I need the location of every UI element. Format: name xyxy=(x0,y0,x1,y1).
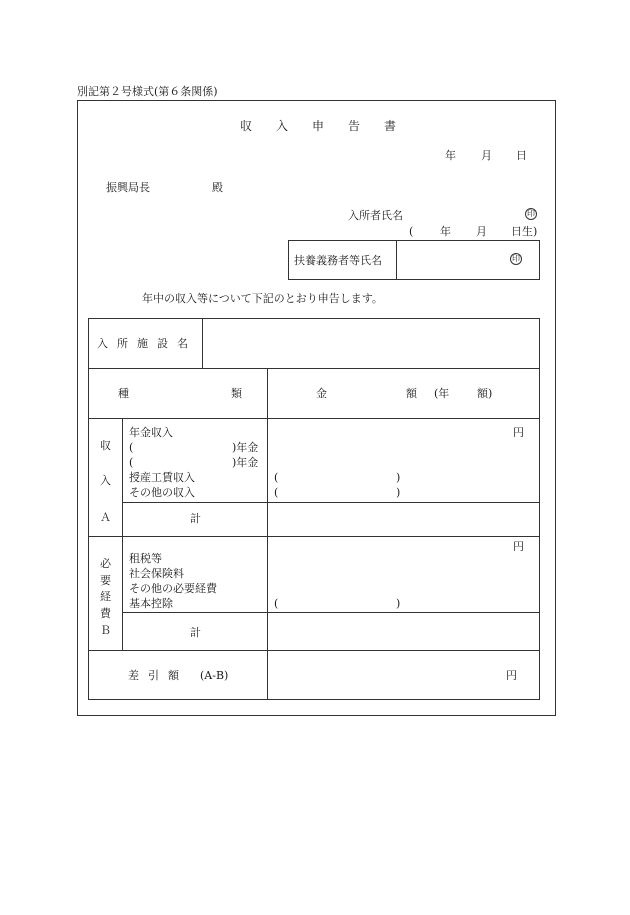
income-subtotal-label: 計 xyxy=(190,512,201,525)
supporter-seal-icon: 印 xyxy=(512,254,520,263)
form-title: 収入申告書 xyxy=(240,119,421,133)
date-day: 日 xyxy=(516,149,527,162)
income-group-1: 収 xyxy=(100,439,111,452)
income-group-3: Ａ xyxy=(100,511,111,524)
income-item: )年金 xyxy=(232,456,259,469)
group-divider xyxy=(122,418,123,650)
row-line xyxy=(122,612,540,613)
birth-month: 月 xyxy=(476,225,487,238)
income-item: その他の収入 xyxy=(129,486,195,499)
declaration: 年中の収入等について下記のとおり申告します。 xyxy=(142,292,383,305)
col-amount-2: 額 xyxy=(406,387,417,400)
birth-year: 年 xyxy=(440,225,451,238)
yen-unit: 円 xyxy=(513,540,524,553)
supporter-label: 扶養義務者等氏名 xyxy=(294,254,382,267)
paren-open: ( xyxy=(274,597,279,610)
paren-open: ( xyxy=(274,486,279,499)
date-month: 月 xyxy=(481,149,492,162)
difference-label: 差引額 xyxy=(128,669,188,682)
expense-group-1: 必 xyxy=(100,557,111,570)
resident-name-label: 入所者氏名 xyxy=(348,209,403,222)
income-item: )年金 xyxy=(232,441,259,454)
expense-item: その他の必要経費 xyxy=(129,582,217,595)
row-line xyxy=(88,368,540,369)
expense-group-5: Ｂ xyxy=(100,624,111,637)
income-item: 年金収入 xyxy=(129,426,173,439)
income-item: ( xyxy=(129,441,134,454)
row-line xyxy=(88,536,540,537)
addressee-honorific: 殿 xyxy=(212,181,223,194)
paren-open: ( xyxy=(274,471,279,484)
facility-divider xyxy=(202,318,203,368)
paren-close: ) xyxy=(396,486,401,499)
income-group-2: 入 xyxy=(100,474,111,487)
col-amount-1: 金 xyxy=(316,387,327,400)
expense-item: 社会保険料 xyxy=(129,567,184,580)
birth-day: 日生) xyxy=(511,225,538,238)
supporter-divider xyxy=(396,240,397,280)
seal-icon: 印 xyxy=(527,209,535,218)
row-line xyxy=(88,650,540,651)
expense-item: 租税等 xyxy=(129,552,162,565)
difference-suffix: (A-B) xyxy=(200,669,229,682)
col-amount-3: (年 xyxy=(434,387,450,400)
expense-group-2: 要 xyxy=(100,574,111,587)
expense-item: 基本控除 xyxy=(129,597,173,610)
income-item: 授産工賃収入 xyxy=(129,471,195,484)
addressee: 振興局長 xyxy=(106,181,150,194)
row-line xyxy=(88,418,540,419)
col-amount-4: 額) xyxy=(477,387,493,400)
col-type-1: 種 xyxy=(118,387,129,400)
income-item: ( xyxy=(129,456,134,469)
facility-label: 入所施設名 xyxy=(97,337,197,350)
expense-subtotal-label: 計 xyxy=(190,626,201,639)
income-table xyxy=(88,318,540,700)
expense-group-3: 経 xyxy=(100,590,111,603)
birth-open: ( xyxy=(409,225,414,238)
form-reference: 別記第２号様式(第６条関係) xyxy=(77,85,218,98)
yen-unit: 円 xyxy=(506,669,517,682)
expense-group-4: 費 xyxy=(100,607,111,620)
yen-unit: 円 xyxy=(513,426,524,439)
col-type-2: 類 xyxy=(231,387,242,400)
paren-close: ) xyxy=(396,471,401,484)
paren-close: ) xyxy=(396,597,401,610)
row-line xyxy=(122,502,540,503)
date-year: 年 xyxy=(445,149,456,162)
